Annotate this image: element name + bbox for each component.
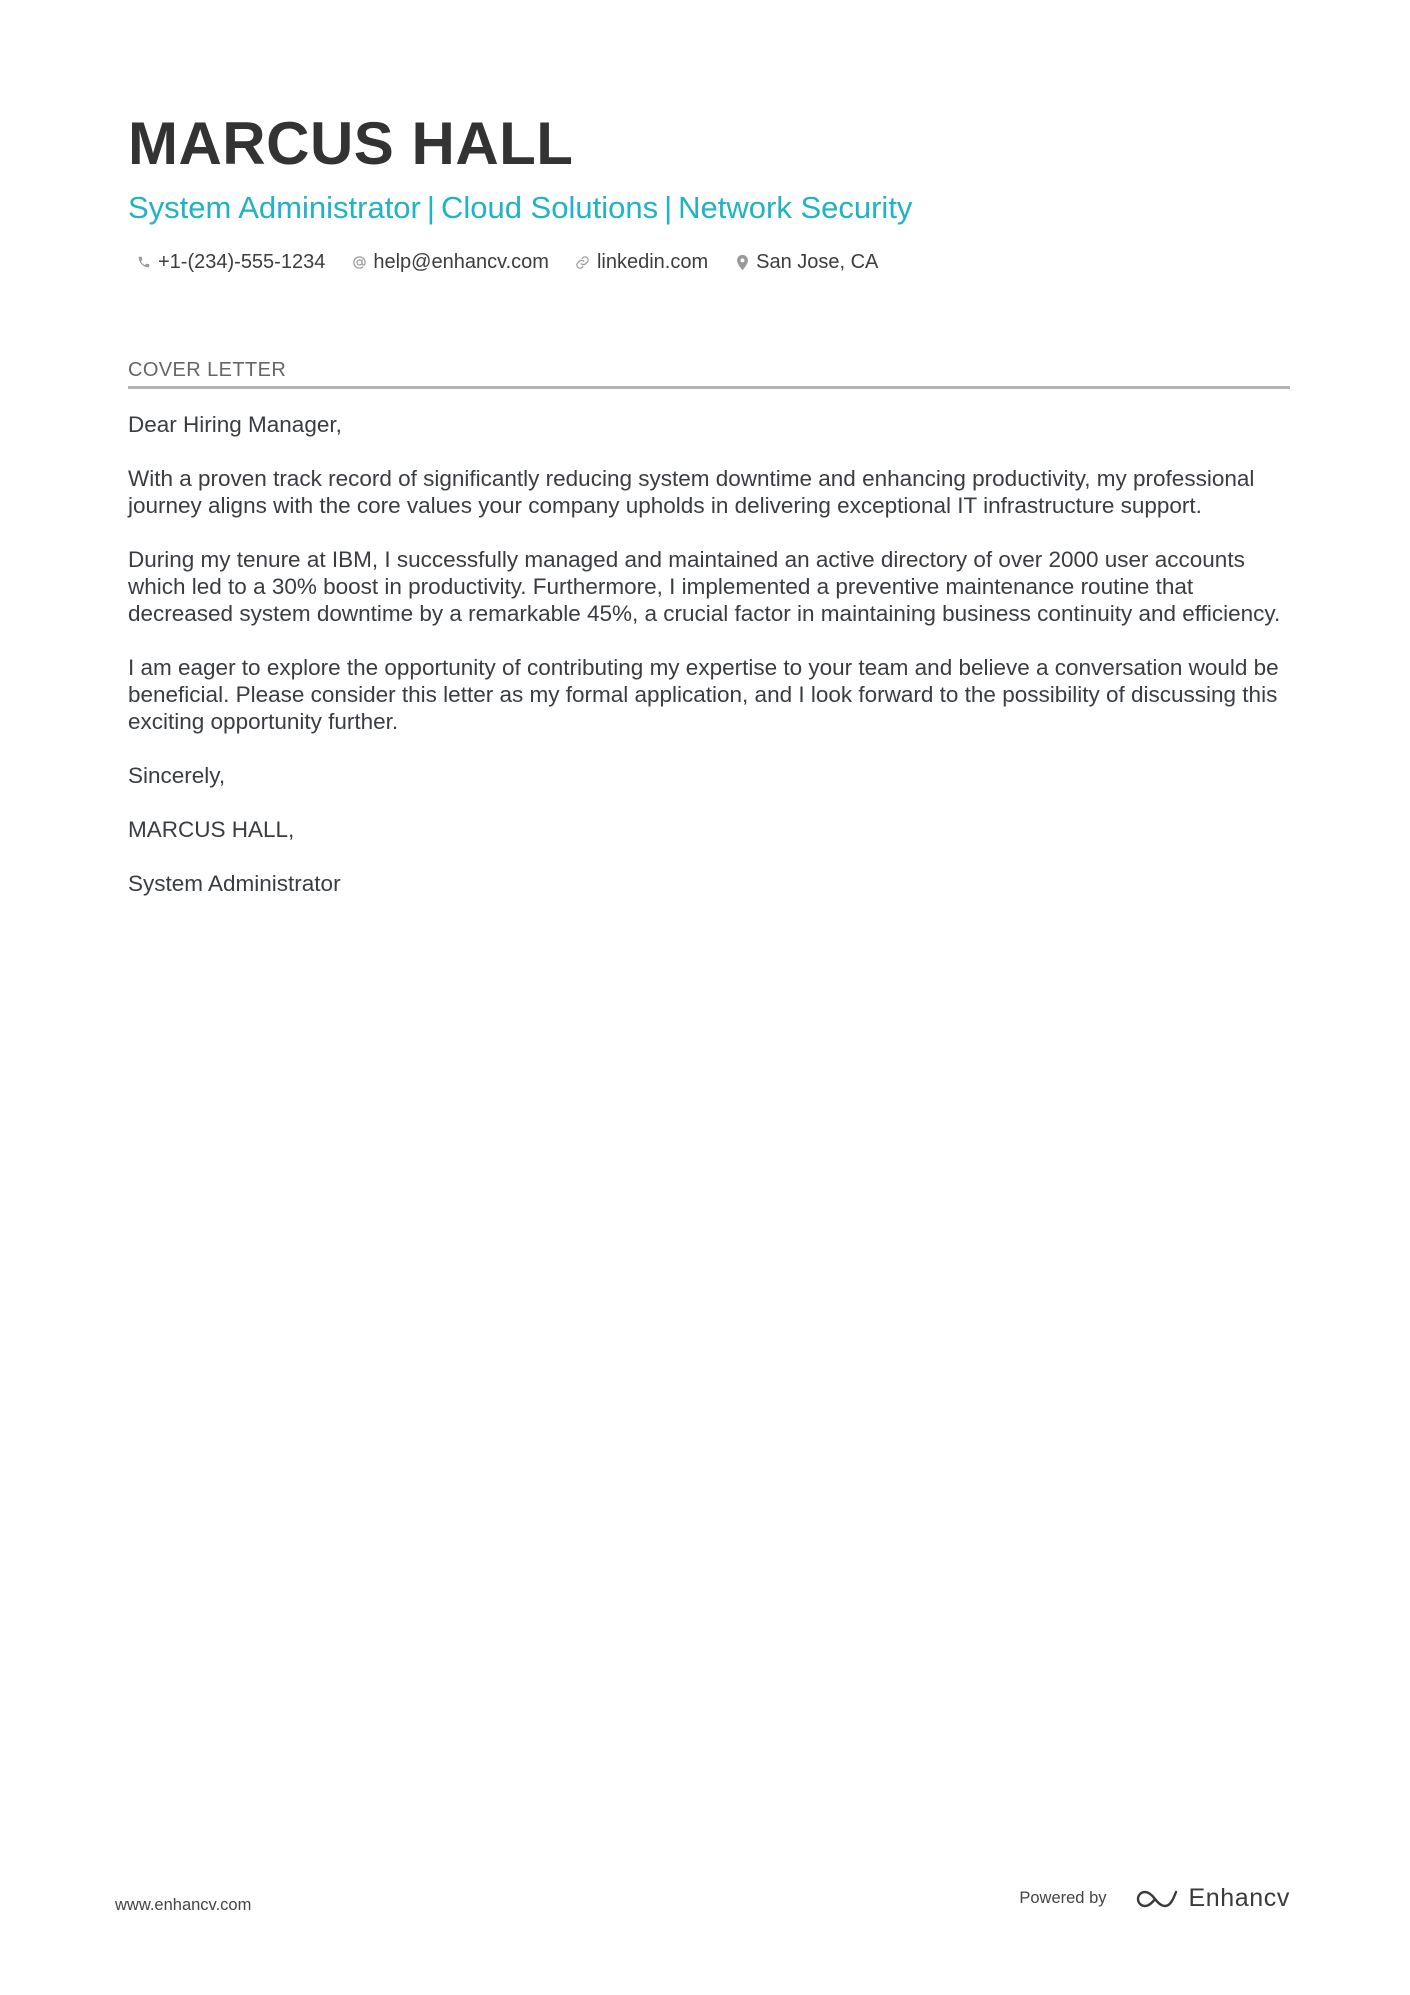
closing: Sincerely, xyxy=(128,763,226,788)
headline-role: System Administrator xyxy=(128,190,421,225)
contact-linkedin[interactable] xyxy=(575,248,708,276)
enhancv-logo-text: Enhancv xyxy=(1188,1884,1290,1912)
signature-name: MARCUS HALL, xyxy=(128,817,295,842)
contact-phone[interactable] xyxy=(136,248,325,276)
signature-title: System Administrator xyxy=(128,871,341,896)
phone-text: +1-(234)-555-1234 xyxy=(158,251,326,273)
headline-skill-cloud: Cloud Solutions xyxy=(440,190,659,225)
linkedin-text: linkedin.com xyxy=(596,251,709,273)
cover-letter-section xyxy=(128,357,1290,924)
headline-skill-security: Network Security xyxy=(678,190,913,225)
paragraph-closing: I am eager to explore the opportunity of contributing my expertise to your team and believe a conversation would be beneficial. Please consider this letter as my formal application, and I look forward to the possibility of discussing this exciting opportunity further. xyxy=(128,655,1279,734)
enhancv-logo-icon xyxy=(1133,1887,1179,1911)
candidate-name: MARCUS HALL xyxy=(128,110,574,177)
contact-location xyxy=(734,248,878,276)
headline-separator: | xyxy=(426,190,435,225)
contact-email[interactable] xyxy=(351,248,549,276)
letter-body xyxy=(128,411,1290,897)
phone-icon xyxy=(136,253,152,271)
section-title: COVER LETTER xyxy=(128,357,1290,389)
header xyxy=(128,108,1288,276)
powered-by-label: Powered by xyxy=(1019,1889,1107,1907)
footer-branding xyxy=(1019,1884,1290,1913)
greeting: Dear Hiring Manager, xyxy=(128,412,342,437)
footer-website[interactable]: www.enhancv.com xyxy=(115,1896,252,1914)
link-icon xyxy=(575,253,591,271)
location-pin-icon xyxy=(734,253,750,271)
headline xyxy=(128,188,1288,228)
at-icon xyxy=(351,253,367,271)
paragraph-intro: With a proven track record of significantly reducing system downtime and enhancing productivity, my professional journey aligns with the core values your company upholds in delivering exceptional IT infrastructure support. xyxy=(128,466,1255,518)
location-text: San Jose, CA xyxy=(756,251,879,273)
contact-info xyxy=(128,248,1288,276)
paragraph-experience: During my tenure at IBM, I successfully managed and maintained an active directory of over 2000 user accounts which led to a 30% boost in productivity. Furthermore, I implemented a preventive maintenance routine that decreased system downtime by a remarkable 45%, a crucial factor in maintaining business continuity and efficiency. xyxy=(128,547,1281,626)
enhancv-logo[interactable] xyxy=(1133,1884,1291,1913)
headline-separator: | xyxy=(664,190,673,225)
email-text: help@enhancv.com xyxy=(373,251,549,273)
